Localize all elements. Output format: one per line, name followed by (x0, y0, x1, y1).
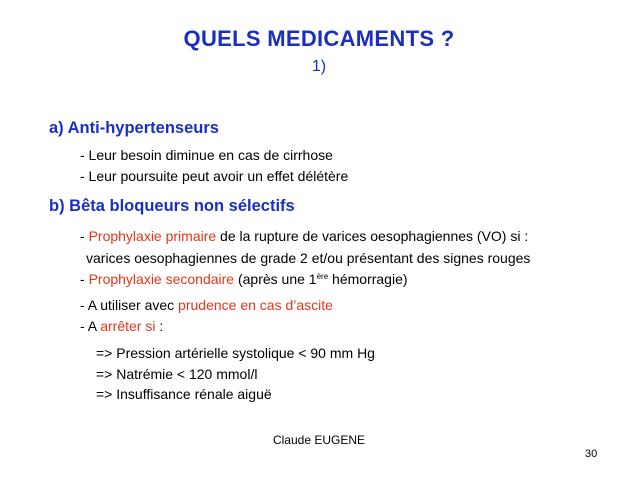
superscript-ere: ère (316, 272, 329, 281)
bullet-arreter (80, 318, 163, 334)
page-number: 30 (585, 448, 598, 460)
bullet-text: - A utiliser avec (80, 297, 179, 313)
section-a-item-2: - Leur poursuite peut avoir un effet délétère (80, 168, 349, 184)
section-a-item-1: - Leur besoin diminue en cas de cirrhose (80, 147, 333, 163)
section-a-heading: a) Anti-hypertenseurs (49, 119, 219, 137)
bullet-continuation: varices oesophagiennes de grade 2 et/ou présentant des signes rouges (86, 250, 531, 266)
criterion-pression: => Pression artérielle systolique < 90 mm Hg (96, 345, 375, 361)
bullet-prophylaxie-primaire (80, 228, 528, 244)
slide-title: QUELS MEDICAMENTS ? (183, 26, 455, 51)
bullet-text: - A (80, 318, 101, 334)
criterion-natremie: => Natrémie < 120 mmol/l (96, 366, 258, 382)
highlight-prophylaxie-primaire: Prophylaxie primaire (88, 228, 217, 244)
bullet-prophylaxie-secondaire (80, 271, 408, 287)
highlight-prudence-ascite: prudence en cas d’ascite (178, 297, 333, 313)
bullet-text: de la rupture de varices oesophagiennes (VO) si : (216, 228, 529, 244)
section-b-heading: b) Bêta bloqueurs non sélectifs (49, 197, 295, 215)
criterion-insuffisance-renale: => Insuffisance rénale aiguë (96, 386, 272, 402)
bullet-prudence (80, 297, 333, 313)
highlight-prophylaxie-secondaire: Prophylaxie secondaire (88, 271, 235, 287)
slide-subtitle: 1) (311, 58, 327, 75)
footer-author: Claude EUGENE (272, 433, 366, 447)
bullet-text-end: hémorragie) (328, 271, 408, 287)
highlight-arreter-si: arrêter si (100, 318, 156, 334)
bullet-dash: - (80, 271, 89, 287)
bullet-text: (après une 1 (234, 271, 317, 287)
bullet-dash: - (80, 228, 89, 244)
bullet-text-end: : (155, 318, 164, 334)
